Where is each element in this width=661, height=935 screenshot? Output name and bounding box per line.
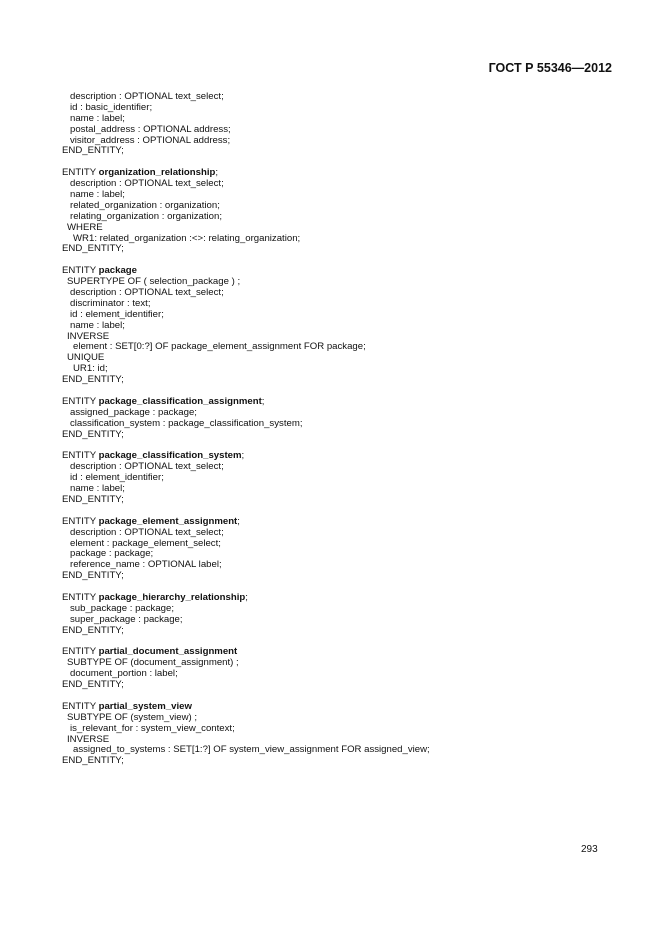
page-number: 293 [581,844,598,855]
code-line: package : package; [70,548,154,560]
code-line: id : element_identifier; [70,308,164,320]
entity-suffix: ; [237,515,240,527]
code-line: UNIQUE [67,352,105,364]
code-line: discriminator : text; [70,297,151,309]
code-line: name : label; [70,112,125,124]
code-line: related_organization : organization; [70,199,220,211]
entity-block [62,637,430,691]
entity-name: package [98,265,138,277]
express-schema-listing [62,92,430,767]
entity-name: partial_document_assignment [98,646,238,658]
entity-suffix: ; [245,591,248,603]
code-line: is_relevant_for : system_view_context; [70,722,235,734]
entity-suffix: ; [215,167,219,179]
code-line: END_ENTITY; [62,145,124,157]
code-line: element : SET[0:?] OF package_element_assignment FOR package; [73,341,366,353]
entity-name: package_element_assignment [98,515,238,527]
entity-block [62,386,430,440]
code-line: END_ENTITY; [62,755,124,767]
entity-block [62,157,430,255]
code-line: SUBTYPE OF (system_view) ; [67,711,198,723]
code-line: END_ENTITY; [62,679,124,691]
entity-block [62,506,430,582]
entity-block [62,255,430,386]
code-line: assigned_to_systems : SET[1:?] OF system_view_assignment FOR assigned_view; [73,744,430,756]
entity-keyword: ENTITY [62,591,99,603]
code-line: name : label; [70,319,125,331]
entity-block [62,691,430,767]
code-line: END_ENTITY; [62,493,124,505]
code-line: INVERSE [67,733,110,745]
code-line: document_portion : label; [70,668,178,680]
code-line: id : basic_identifier; [70,101,153,113]
entity-declaration [62,517,430,528]
code-line: postal_address : OPTIONAL address; [70,123,231,135]
entity-keyword: ENTITY [62,265,99,277]
entity-name: package_classification_assignment [98,395,262,407]
code-line: description : OPTIONAL text_select; [70,526,224,538]
entity-keyword: ENTITY [62,395,99,407]
code-line: id : element_identifier; [70,472,164,484]
code-line: SUPERTYPE OF ( selection_package ) ; [67,276,241,288]
entity-block [62,441,430,506]
code-line: END_ENTITY; [62,428,124,440]
entity-name: partial_system_view [98,700,192,712]
code-line: classification_system : package_classification_system; [70,417,303,429]
entity-keyword: ENTITY [62,700,99,712]
entity-block [62,92,430,157]
code-line: description : OPTIONAL text_select; [70,461,224,473]
entity-name: package_classification_system [98,450,242,462]
code-line: INVERSE [67,330,110,342]
entity-keyword: ENTITY [62,646,99,658]
code-line: element : package_element_select; [70,537,221,549]
code-line: sub_package : package; [70,602,175,614]
code-line: WHERE [67,221,103,233]
code-line: WR1: related_organization :<>: relating_organization; [73,232,301,244]
entity-name: organization_relationship [98,167,216,179]
entity-name: package_hierarchy_relationship [98,591,246,603]
code-line: reference_name : OPTIONAL label; [70,559,222,571]
code-line: SUBTYPE OF (document_assignment) ; [67,657,239,669]
entity-suffix: ; [241,450,245,462]
code-line: relating_organization : organization; [70,210,223,222]
code-line: super_package : package; [70,613,183,625]
code-line: name : label; [70,483,125,495]
entity-keyword: ENTITY [62,450,99,462]
code-line: visitor_address : OPTIONAL address; [70,134,231,146]
entity-block [62,582,430,636]
document-standard-header: ГОСТ Р 55346—2012 [488,61,612,75]
code-line: description : OPTIONAL text_select; [70,178,224,190]
code-line: END_ENTITY; [62,570,124,582]
code-line: description : OPTIONAL text_select; [70,287,224,299]
code-line: assigned_package : package; [70,406,197,418]
code-line: description : OPTIONAL text_select; [70,91,224,102]
entity-keyword: ENTITY [62,167,99,179]
entity-suffix: ; [261,395,265,407]
entity-keyword: ENTITY [62,515,99,527]
code-line: UR1: id; [73,363,108,375]
code-line: name : label; [70,189,125,201]
code-line: END_ENTITY; [62,624,124,636]
code-line: END_ENTITY; [62,243,124,255]
code-line: END_ENTITY; [62,374,124,386]
